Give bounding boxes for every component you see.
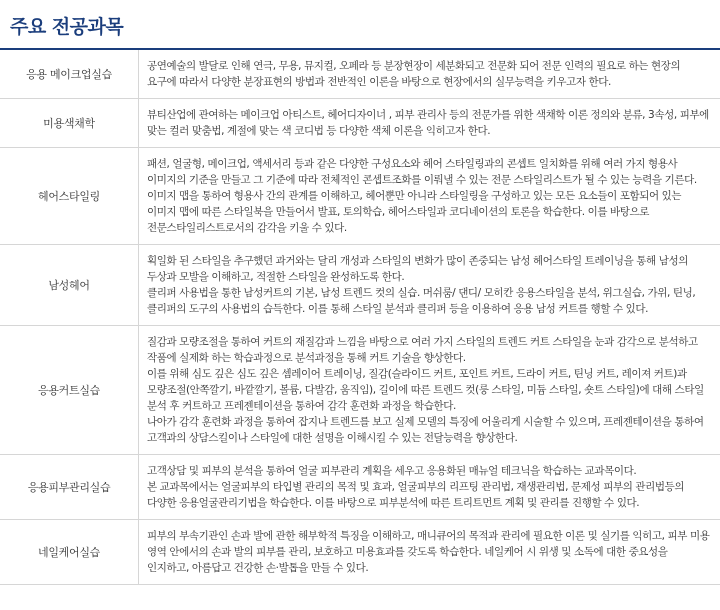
course-description: 공연예술의 발달로 인해 연극, 무용, 뮤지컬, 오페라 등 분장현장이 세분화되고 전문화 되어 전문 인력의 필요로 하는 현장의 요구에 따라서 다양한 분장표현의 방법과 전반적인 이론을 바탕으로 현장에서의 실무능력을 키우고자 한다. bbox=[147, 60, 681, 88]
course-description: 패션, 얼굴형, 메이크업, 액세서리 등과 같은 다양한 구성요소와 헤어 스타일링과의 콘셉트 일치화를 위해 여러 가지 형용사 이미지의 기준을 만들고 그 기준에 따라 전체적인 콘셉트조화를 이뤄낼 수 있는 전문 스타일리스트가 될 수 있는 능력을 기른다. 이미지 맵을 통하여 형용사 간의 관계를 이해하고, 헤어뿐만 아니라 스타일링을 구성하고 있는 모든 요소들이 포함되어 있는 이미지 맵에 따른 스타일북을 만들어서 발표, 토의학습, 헤어스타일과 코디네이션의 토론을 학습한다. 이를 바탕으로 전문스타일리스트로서의 감각을 키울 수 있다. bbox=[147, 158, 697, 234]
course-name: 미용색채학 bbox=[0, 99, 139, 147]
course-description: 피부의 부속기관인 손과 발에 관한 해부학적 특징을 이해하고, 매니큐어의 목적과 관리에 필요한 이론 및 실기를 익히고, 피부 미용 영역 안에서의 손과 발의 피부를 관리, 보호하고 미용효과를 갖도록 학습한다. 네일케어 시 위생 및 소독에 대한 중요성을 인지하고, 아름답고 건강한 손·발톱을 만들 수 있다. bbox=[147, 530, 710, 574]
course-name: 응용커트실습 bbox=[0, 326, 139, 454]
course-table bbox=[0, 48, 720, 585]
course-name: 헤어스타일링 bbox=[0, 148, 139, 244]
course-description: 획일화 된 스타일을 추구했던 과거와는 달리 개성과 스타일의 변화가 많이 존중되는 남성 헤어스타일 트레이닝을 통해 남성의 두상과 모발을 이해하고, 적절한 스타일을 완성하도록 한다. 클리퍼 사용법을 통한 남성커트의 기본, 남성 트렌드 컷의 실습. 머쉬룸/ 댄디/ 모히칸 응용스타일을 분석, 위그실습, 가위, 틴닝, 클리퍼의 도구의 사용법의 습득한다. 이를 통해 스타일 분석과 클리퍼 등을 이용하여 응용 남성 커트를 행할 수 있다. bbox=[147, 255, 696, 315]
course-name: 남성헤어 bbox=[0, 245, 139, 325]
course-name: 응용 메이크업실습 bbox=[0, 50, 139, 98]
section-title: 주요 전공과목 bbox=[10, 16, 124, 38]
table-row bbox=[0, 455, 720, 520]
table-row bbox=[0, 99, 720, 148]
table-row bbox=[0, 326, 720, 455]
table-row bbox=[0, 148, 720, 245]
course-description: 질감과 모량조절을 통하여 커트의 재질감과 느낌을 바탕으로 여러 가지 스타일의 트렌드 커트 스타일을 눈과 감각으로 분석하고 작품에 실제화 하는 학습과정으로 분석과정을 통해 커트 기술을 향상한다. 이를 위해 심도 깊은 심도 깊은 셈레이어 트레이닝, 질감(슬라이드 커트, 포인트 커트, 드라이 커트, 틴닝 커트, 레이져 커트)과 모량조절(안쪽깔기, 바깥깔기, 볼륨, 다발감, 움직임), 길이에 따른 트렌드 컷(룽 스타일, 미듐 스타일, 숏트 스타일)에 대해 스타일 분석 후 커트하고 프레젠테이션을 통하여 감각 훈련화 과정을 학습한다. 나아가 감각 훈련화 과정을 통하여 잡지나 트렌드를 보고 실제 모델의 특징에 어울리게 시술할 수 있으며, 프레젠테이션을 통하여 고객과의 상담스킬이나 스타일에 대한 설명을 이해시킬 수 있는 전달능력을 향상한다. bbox=[147, 336, 704, 444]
table-row bbox=[0, 245, 720, 326]
course-description: 고객상담 및 피부의 분석을 통하여 얼굴 피부관리 계획을 세우고 응용화된 매뉴얼 테크닉을 학습하는 교과목이다. 본 교과목에서는 얼굴피부의 타입별 관리의 목적 및 효과, 얼굴피부의 리프팅 관리법, 재생관리법, 문제성 피부의 관리법등의 다양한 응용얼굴관리기법을 학습한다. 이를 바탕으로 피부분석에 따른 트리트먼트 계획 및 관리를 진행할 수 있다. bbox=[147, 465, 685, 509]
table-row bbox=[0, 520, 720, 585]
table-row bbox=[0, 50, 720, 99]
course-name: 응용피부관리실습 bbox=[0, 455, 139, 519]
course-name: 네일케어실습 bbox=[0, 520, 139, 584]
course-description: 뷰티산업에 관여하는 메이크업 아티스트, 헤어디자이너 , 피부 관리사 등의 전문가를 위한 색채학 이론 정의와 분류, 3속성, 피부에 맞는 컬러 맞춤법, 계절에 맞는 색 코디법 등 다양한 색체 이론을 익히고자 한다. bbox=[147, 109, 709, 137]
